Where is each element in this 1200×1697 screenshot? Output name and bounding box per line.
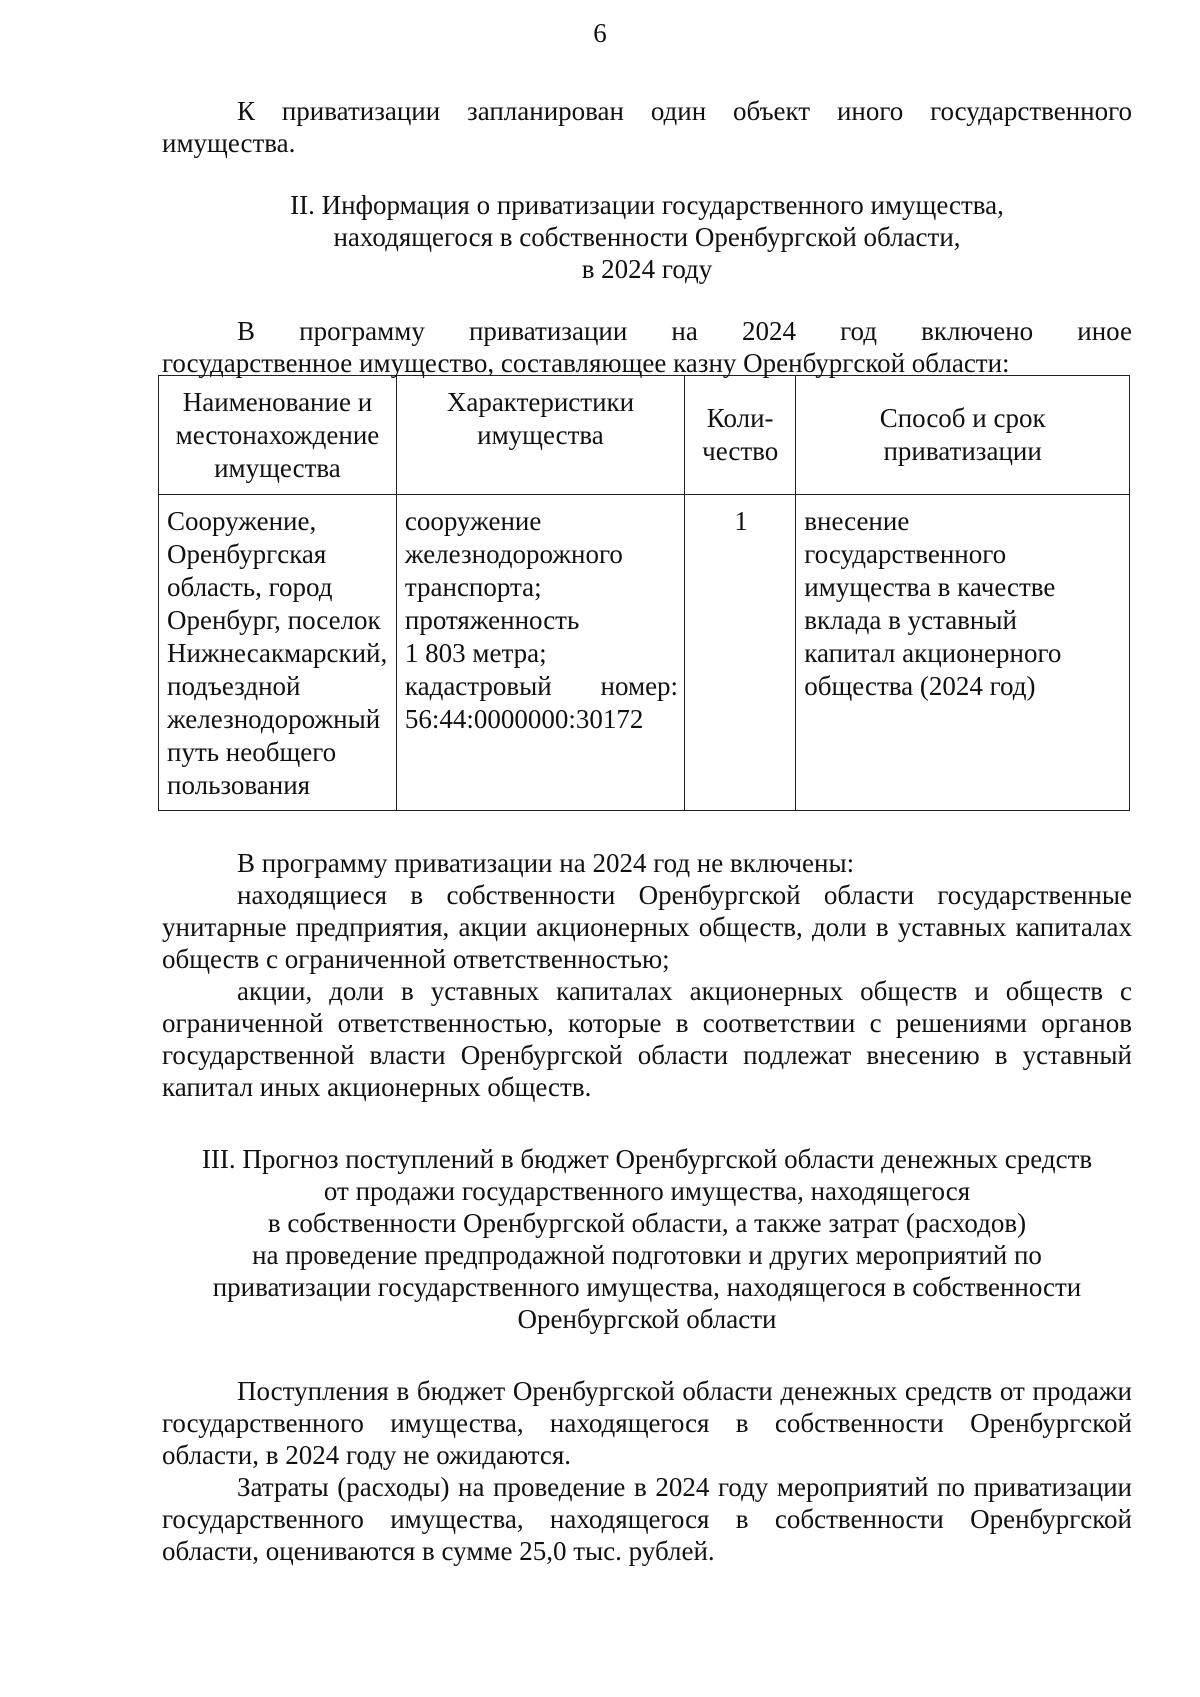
header-text: приватизации bbox=[883, 436, 1042, 466]
cell-text: кадастровый номер: bbox=[404, 671, 679, 701]
cell-characteristics bbox=[396, 495, 684, 811]
section-2-heading-line: II. Информация о приватизации государственного имущества, bbox=[290, 190, 1004, 220]
privatization-property-table bbox=[158, 375, 1130, 811]
page-number: 6 bbox=[593, 18, 607, 48]
cell-name-location bbox=[159, 495, 397, 811]
section-2-heading bbox=[162, 189, 1132, 285]
cell-method-term bbox=[796, 495, 1130, 811]
cell-text: подъездной bbox=[167, 671, 301, 701]
cell-text: транспорта; bbox=[404, 572, 542, 602]
cell-text: протяженность bbox=[404, 605, 580, 635]
section-3-heading bbox=[162, 1143, 1132, 1335]
section-3-heading-line: III. Прогноз поступлений в бюджет Оренбургской области денежных средств bbox=[201, 1144, 1093, 1174]
cell-text: общества (2024 год) bbox=[804, 671, 1036, 701]
header-method-term bbox=[796, 376, 1130, 495]
section-3-paragraph-2: Затраты (расходы) на проведение в 2024 году мероприятий по приватизации государственного имущества, находящегося в собственности Оренбургской области, оцениваются в сумме 25,0 тыс. рублей. bbox=[162, 1472, 1132, 1566]
section-3-heading-line: приватизации государственного имущества, находящегося в собственности bbox=[212, 1272, 1082, 1302]
section-3-paragraph-1: Поступления в бюджет Оренбургской области денежных средств от продажи государственного имущества, находящегося в собственности Оренбургской области, в 2024 году не ожидаются. bbox=[162, 1376, 1132, 1470]
header-text: чество bbox=[702, 436, 779, 466]
header-text: имущества bbox=[214, 452, 341, 483]
section-3-heading-line: Оренбургской области bbox=[517, 1304, 777, 1334]
cell-text: 1 803 метра; bbox=[404, 638, 547, 668]
cell-text: Оренбург, поселок bbox=[167, 605, 381, 635]
header-text: Способ и срок bbox=[879, 403, 1046, 433]
section-3-heading-line: в собственности Оренбургской области, а также затрат (расходов) bbox=[267, 1208, 1027, 1238]
section-3-heading-line: от продажи государственного имущества, находящегося bbox=[323, 1176, 971, 1206]
cell-text: Оренбургская bbox=[167, 539, 327, 569]
cell-text: Сооружение, bbox=[167, 506, 317, 536]
section-2-heading-line: находящегося в собственности Оренбургской области, bbox=[333, 222, 961, 252]
not-included-intro: В программу приватизации на 2024 год не включены: bbox=[237, 848, 855, 878]
header-text: Наименование и bbox=[182, 386, 373, 417]
cell-text: пользования bbox=[167, 770, 311, 800]
cell-text: государственного bbox=[804, 539, 1007, 569]
cell-text: имущества в качестве bbox=[804, 572, 1056, 602]
header-text: Характеристики bbox=[446, 387, 635, 417]
header-quantity bbox=[685, 376, 796, 495]
cell-text: сооружение bbox=[404, 506, 542, 536]
header-characteristics bbox=[396, 376, 684, 495]
header-text: местонахождение bbox=[175, 419, 380, 450]
cell-text: 56:44:0000000:30172 bbox=[404, 704, 644, 734]
document-body bbox=[162, 95, 1132, 1567]
intro-line-2: имущества. bbox=[162, 128, 296, 158]
cell-text: капитал акционерного bbox=[804, 638, 1062, 668]
header-name-location bbox=[159, 376, 397, 495]
table-row bbox=[159, 495, 1130, 811]
section-2-heading-line: в 2024 году bbox=[581, 254, 713, 284]
intro-line-1: К приватизации запланирован один объект иного государственного bbox=[237, 96, 1132, 126]
cell-text: вклада в уставный bbox=[804, 605, 1017, 635]
section-2-paragraph-line-2: государственное имущество, составляющее казну Оренбургской области: bbox=[162, 348, 1010, 378]
table-header-row bbox=[159, 376, 1130, 495]
cell-text: железнодорожный bbox=[167, 704, 381, 734]
header-text: имущества bbox=[477, 420, 604, 450]
cell-text: Нижнесакмарский, bbox=[167, 638, 388, 668]
section-3-heading-line: на проведение предпродажной подготовки и других мероприятий по bbox=[252, 1240, 1042, 1270]
header-text: Коли- bbox=[706, 403, 774, 433]
cell-text: путь необщего bbox=[167, 737, 337, 767]
cell-text: внесение bbox=[804, 506, 910, 536]
section-2-paragraph-line-1: В программу приватизации на 2024 год включено иное bbox=[237, 316, 1132, 346]
not-included-item-1: находящиеся в собственности Оренбургской области государственные унитарные предприятия, акции акционерных обществ, доли в уставных капиталах обществ с ограниченной ответственностью; bbox=[162, 880, 1132, 974]
cell-text: железнодорожного bbox=[404, 539, 623, 569]
not-included-item-2: акции, доли в уставных капиталах акционерных обществ и обществ с ограниченной ответственностью, которые в соответствии с решениями органов государственной власти Оренбургской области подлежат внесению в уставный капитал иных акционерных обществ. bbox=[162, 976, 1132, 1102]
cell-text: область, город bbox=[167, 572, 333, 602]
cell-quantity: 1 bbox=[685, 495, 796, 811]
